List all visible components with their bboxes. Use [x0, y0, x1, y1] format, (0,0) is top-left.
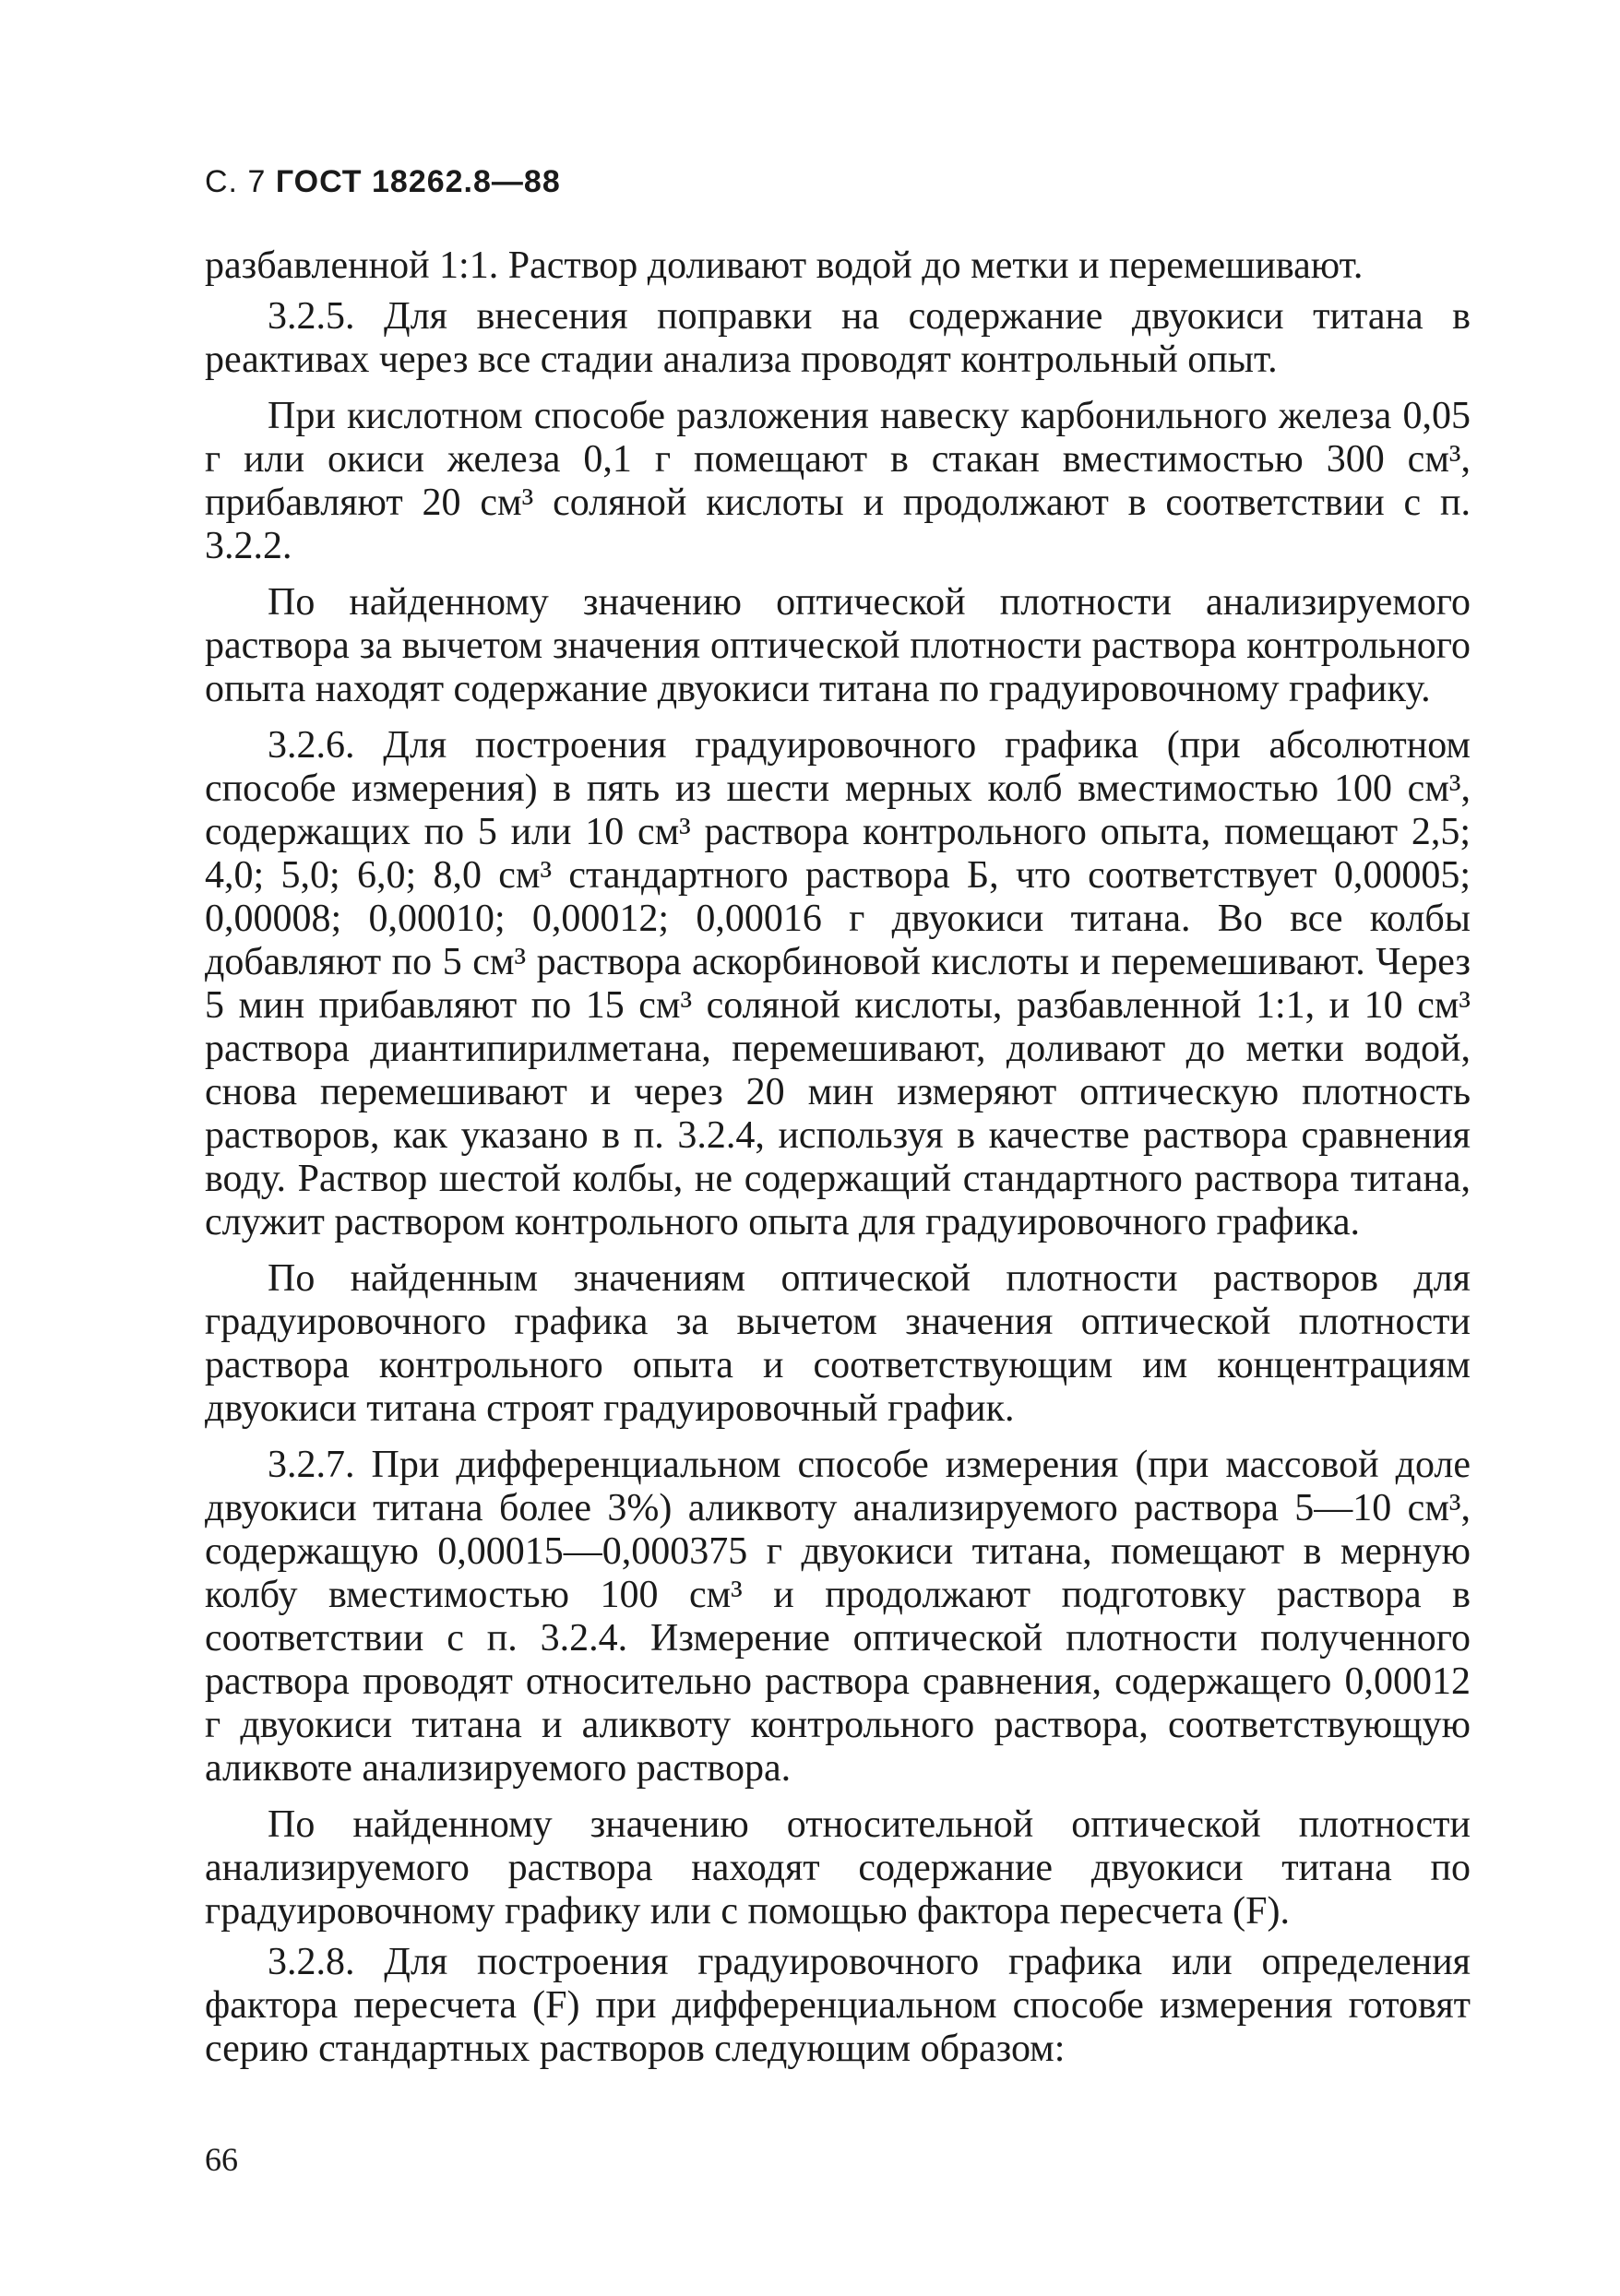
- page-ref: С. 7: [205, 164, 267, 199]
- paragraph-3-2-8: 3.2.8. Для построения градуировочного графика или определения фактора пересчета (F) при дифференциальном способе измерения готовят серию стандартных растворов следующим образом:: [205, 1941, 1471, 2070]
- paragraph-3-2-5: 3.2.5. Для внесения поправки на содержание двуокиси титана в реактивах через все стадии анализа проводят контрольный опыт.: [205, 295, 1471, 381]
- page-header: [205, 164, 561, 200]
- paragraph-relative-density: По найденному значению относительной оптической плотности анализируемого раствора находят содержание двуокиси титана по градуировочному графику или с помощью фактора пересчета (F).: [205, 1803, 1471, 1933]
- paragraph-calibration-graph: По найденным значениям оптической плотности растворов для градуировочного графика за вычетом значения оптической плотности раствора контрольного опыта и соответствующим им концентрациям двуокиси титана строят градуировочный график.: [205, 1257, 1471, 1430]
- standard-number: ГОСТ 18262.8—88: [275, 164, 561, 199]
- paragraph-3-2-7: 3.2.7. При дифференциальном способе измерения (при массовой доле двуокиси титана более 3%) аликвоту анализируемого раствора 5—10 см³, содержащую 0,00015—0,000375 г двуокиси титана, помещают в мерную колбу вместимостью 100 см³ и продолжают подготовку раствора в соответствии с п. 3.2.4. Измерение оптической плотности полученного раствора проводят относительно раствора сравнения, содержащего 0,00012 г двуокиси титана и аликвоту контрольного раствора, соответствующую аликвоте анализируемого раствора.: [205, 1444, 1471, 1790]
- document-body: [205, 244, 1471, 2078]
- paragraph-acid-decomposition: При кислотном способе разложения навеску карбонильного железа 0,05 г или окиси железа 0,1 г помещают в стакан вместимостью 300 см³, прибавляют 20 см³ соляной кислоты и продолжают в соответствии с п. 3.2.2.: [205, 395, 1471, 567]
- paragraph-3-2-6: 3.2.6. Для построения градуировочного графика (при абсолютном способе измерения) в пять из шести мерных колб вместимостью 100 см³, содержащих по 5 или 10 см³ раствора контрольного опыта, помещают 2,5; 4,0; 5,0; 6,0; 8,0 см³ стандартного раствора Б, что соответствует 0,00005; 0,00008; 0,00010; 0,00012; 0,00016 г двуокиси титана. Во все колбы добавляют по 5 см³ раствора аскорбиновой кислоты и перемешивают. Через 5 мин прибавляют по 15 см³ соляной кислоты, разбавленной 1:1, и 10 см³ раствора диантипирилметана, перемешивают, доливают до метки водой, снова перемешивают и через 20 мин измеряют оптическую плотность растворов, как указано в п. 3.2.4, используя в качестве раствора сравнения воду. Раствор шестой колбы, не содержащий стандартного раствора титана, служит раствором контрольного опыта для градуировочного графика.: [205, 724, 1471, 1243]
- page-number: 66: [205, 2141, 238, 2178]
- paragraph-optical-density: По найденному значению оптической плотности анализируемого раствора за вычетом значения оптической плотности раствора контрольного опыта находят содержание двуокиси титана по градуировочному графику.: [205, 581, 1471, 710]
- paragraph-continuation: разбавленной 1:1. Раствор доливают водой до метки и перемешивают.: [205, 244, 1364, 287]
